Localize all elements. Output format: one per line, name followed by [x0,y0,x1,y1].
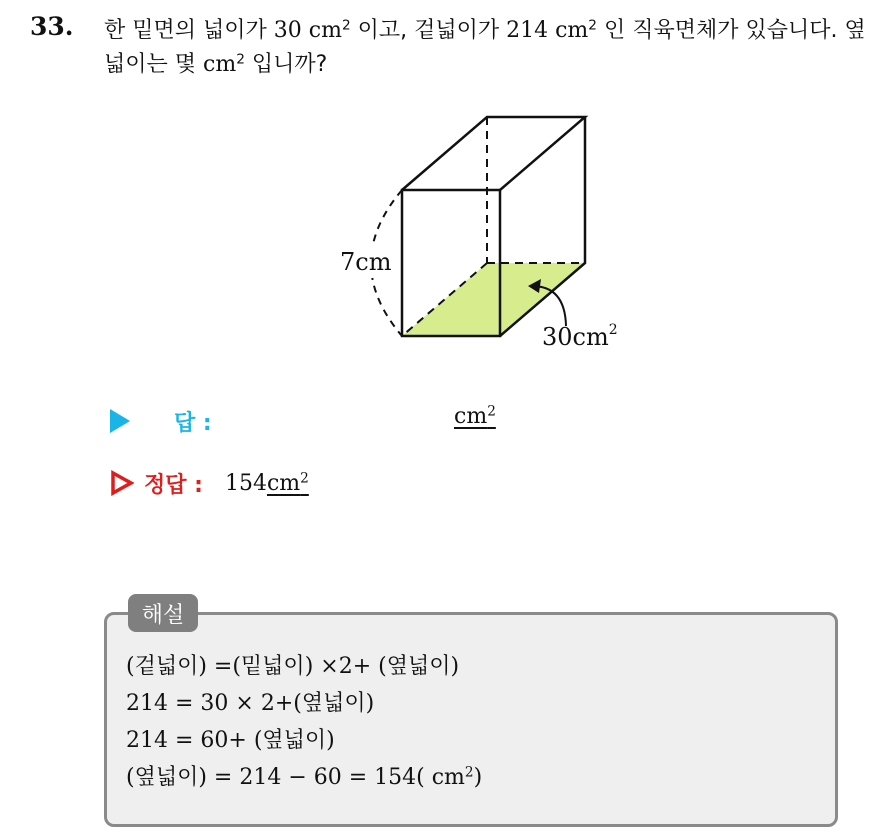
explanation-line-3: 214 = 60+ (옆넓이) [126,728,335,753]
correct-unit-sup: 2 [300,470,309,486]
answer-unit-sup: 2 [487,403,496,420]
correct-answer-row [110,466,309,500]
correct-answer-value [225,471,309,496]
explanation-line-2: 214 = 30 × 2+(옆넓이) [126,691,375,716]
correct-unit-text: cm [266,470,301,496]
question-part2: 이고, 겉넓이가 [350,18,507,43]
total-area-value: 214 [506,18,549,43]
unit-cm: cm [203,52,237,77]
question-text [104,14,874,82]
unit-sup: 2 [341,17,351,34]
answer-unit [454,404,496,429]
explanation-tab: 해설 [128,594,198,632]
unit-cm: cm [308,18,342,43]
explanation-line-4-text: (옆넓이) = 214 − 60 = 154( cm [126,765,465,790]
correct-answer-label: 정답 : [144,472,203,498]
answer-row [110,404,212,438]
correct-value-unit [267,471,309,496]
question-part3: 인 직육면체가 있습니다. 옆넓이는 몇 [104,18,866,77]
play-icon [110,409,130,433]
answer-label: 답 : [174,410,212,436]
explanation-line-1: (겉넓이) =(밑넓이) ×2+ (옆넓이) [126,654,460,679]
answer-unit-text: cm [454,404,488,429]
unit-sup: 2 [588,17,597,34]
explanation-line-4-tail: ) [473,765,483,790]
height-label: 7cm [340,248,392,276]
explanation-lines [126,648,482,796]
play-outline-icon [110,470,134,496]
question-number: 33. [30,12,74,41]
base-area-value: 30 [273,18,302,43]
question-part4: 입니까? [244,52,328,77]
question-part1: 한 밑면의 넓이가 [104,18,274,43]
correct-value-number: 154 [224,470,267,496]
explanation-line-4 [126,759,482,796]
unit-sup: 2 [236,51,245,68]
explanation-line-4-sup: 2 [464,764,474,781]
cuboid-figure [320,100,640,360]
base-area-label: $30cm^2$ [542,322,618,351]
top-face [402,117,585,190]
unit-cm: cm [555,18,589,43]
